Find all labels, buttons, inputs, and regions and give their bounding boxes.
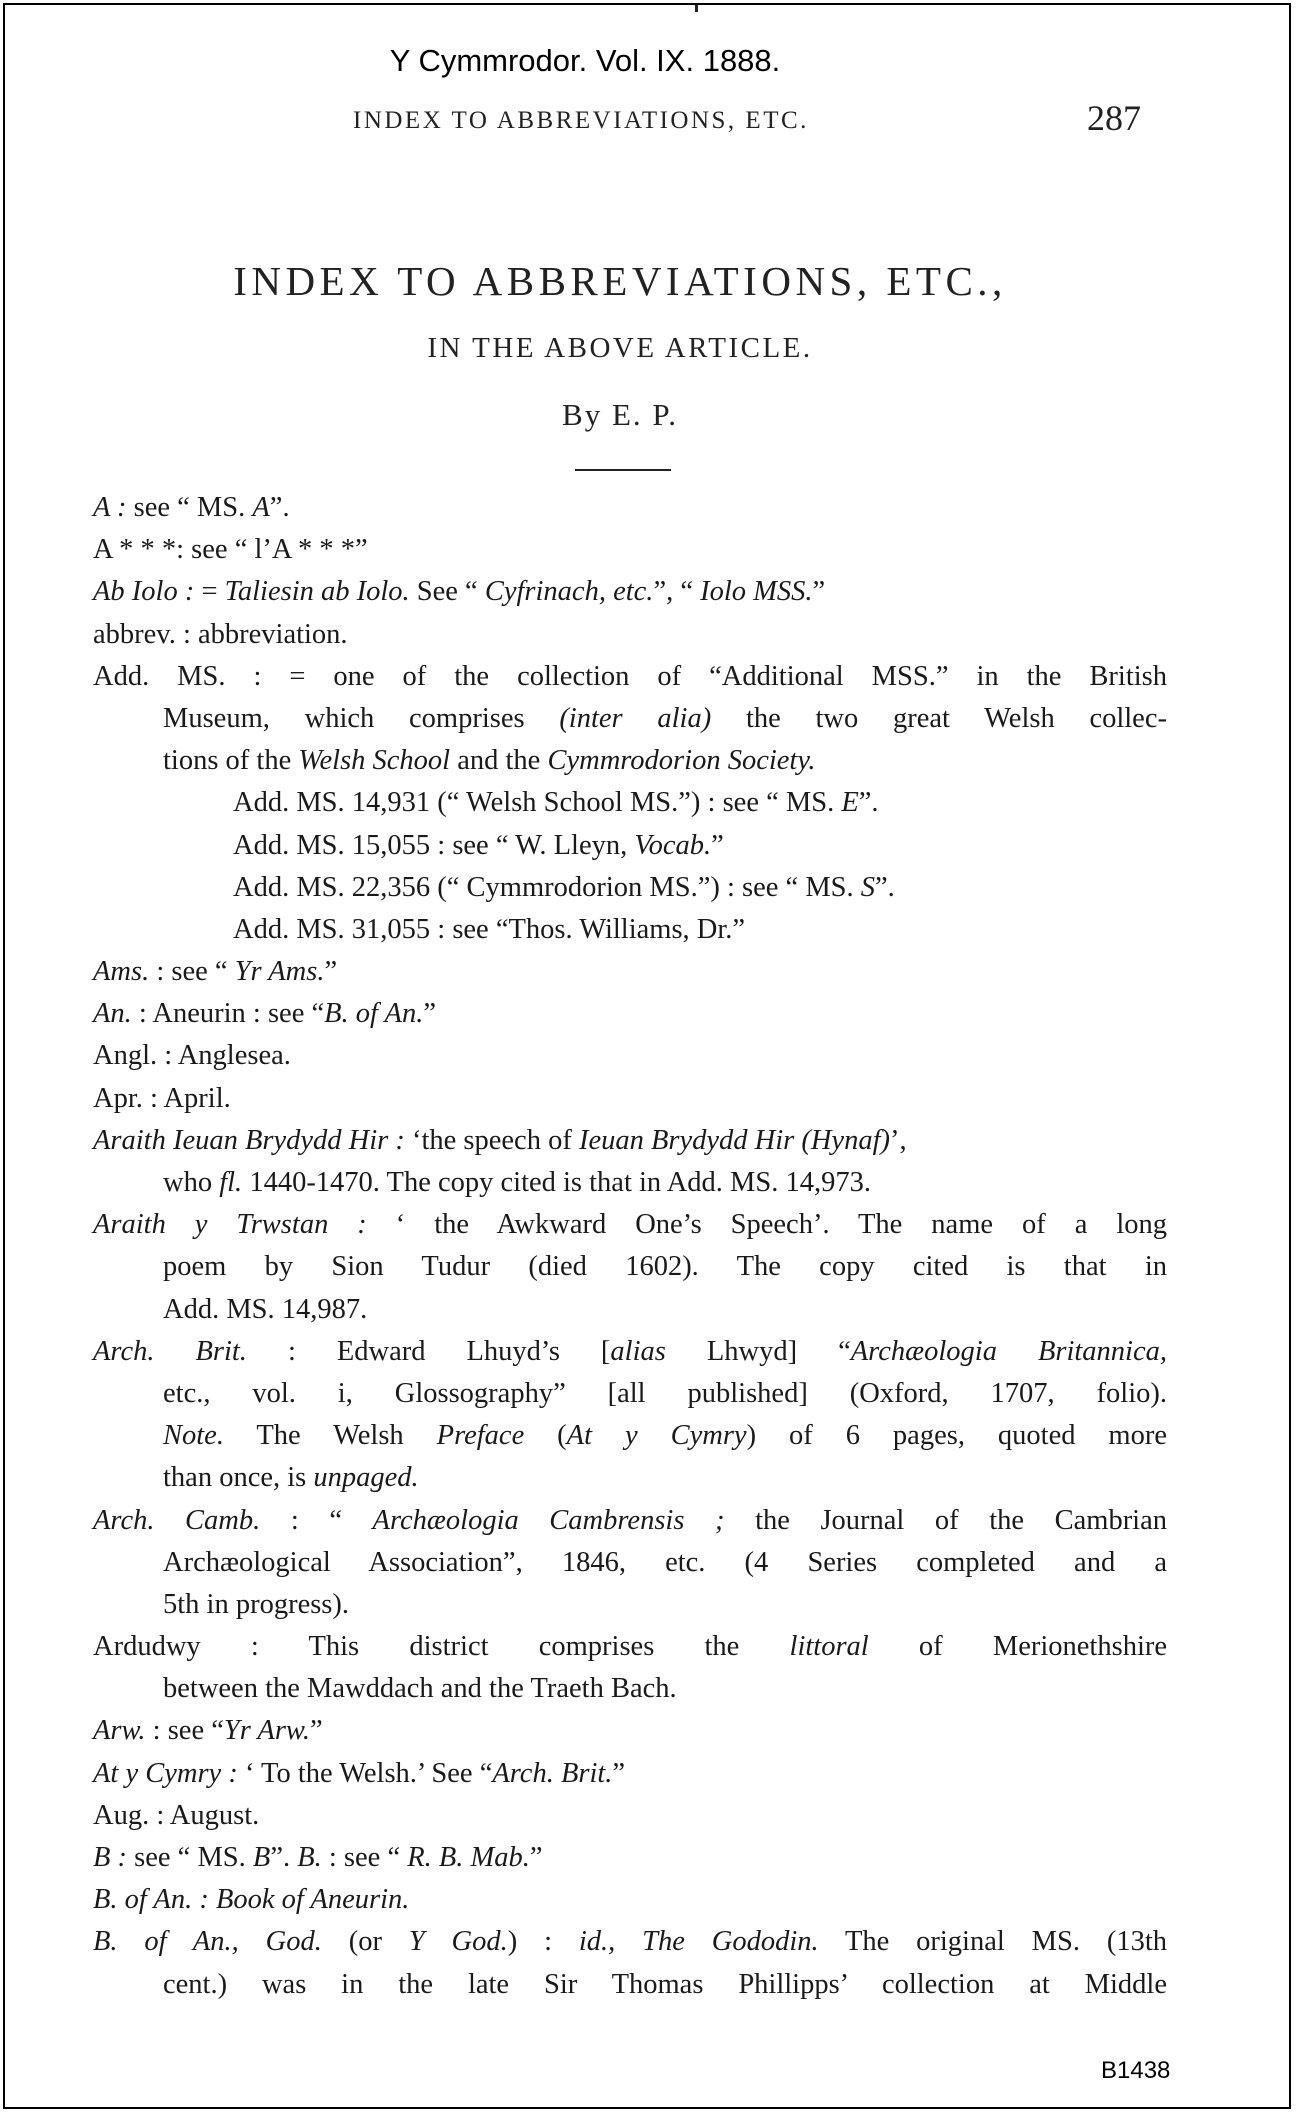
index-line: tions of the Welsh School and the Cymmrodorion Society. [163, 745, 816, 777]
index-line: between the Mawddach and the Traeth Bach. [163, 1673, 677, 1705]
index-line: etc., vol. i, Glossography” [all published] (Oxford, 1707, folio). [163, 1377, 1167, 1409]
index-line: B. of An. : Book of Aneurin. [93, 1884, 410, 1916]
index-line: Arw. : see “Yr Arw.” [93, 1715, 323, 1747]
top-note: Y Cymmrodor. Vol. IX. 1888. [389, 43, 781, 78]
article-subtitle: IN THE ABOVE ARTICLE. [427, 332, 813, 364]
index-line: A : see “ MS. A”. [93, 492, 290, 523]
index-line: B. of An., God. (or Y God.) : id., The Gododin. The original MS. (13th [93, 1926, 1167, 1958]
page-number: 287 [1087, 98, 1141, 138]
index-line: who fl. 1440-1470. The copy cited is that in Add. MS. 14,973. [163, 1167, 871, 1198]
document-page [3, 3, 1291, 2109]
index-line: Note. The Welsh Preface (At y Cymry) of 6 pages, quoted more [163, 1420, 1167, 1452]
divider-rule [575, 469, 671, 471]
index-line: Add. MS. 15,055 : see “ W. Lleyn, Vocab.” [233, 829, 724, 861]
index-line: An. : Aneurin : see “B. of An.” [93, 998, 437, 1030]
index-line: Museum, which comprises (inter alia) the two great Welsh collec- [163, 702, 1167, 734]
index-line: Araith Ieuan Brydydd Hir : ‘the speech of Ieuan Brydydd Hir (Hynaf)’, [93, 1124, 907, 1156]
article-title: INDEX TO ABBREVIATIONS, ETC., [233, 258, 1007, 304]
index-line: abbrev. : abbreviation. [93, 618, 348, 650]
index-line: Ardudwy : This district comprises the littoral of Merionethshire [93, 1631, 1167, 1663]
scan-mark [695, 5, 698, 12]
index-line: Add. MS. 22,356 (“ Cymmrodorion MS.”) : see “ MS. S”. [233, 871, 895, 903]
index-line: B : see “ MS. B”. B. : see “ R. B. Mab.” [93, 1842, 543, 1873]
index-line: Archæological Association”, 1846, etc. (4 Series completed and a [163, 1546, 1167, 1578]
index-line: Apr. : April. [93, 1082, 231, 1114]
byline: By E. P. [562, 397, 678, 432]
index-line: Araith y Trwstan : ‘ the Awkward One’s Speech’. The name of a long [93, 1209, 1168, 1241]
index-line: Arch. Camb. : “ Archæologia Cambrensis ; the Journal of the Cambrian [93, 1504, 1168, 1536]
index-line: poem by Sion Tudur (died 1602). The copy cited is that in [163, 1251, 1167, 1283]
index-line: 5th in progress). [163, 1588, 350, 1620]
index-line: Arch. Brit. : Edward Lhuyd’s [alias Lhwyd] “Archæologia Britannica, [93, 1335, 1167, 1367]
index-line: Add. MS. 14,987. [163, 1293, 368, 1325]
index-line: Add. MS. 31,055 : see “Thos. Williams, Dr.” [233, 913, 746, 945]
index-line: Aug. : August. [93, 1799, 260, 1831]
index-line: Add. MS. : = one of the collection of “Additional MSS.” in the British [93, 660, 1167, 692]
index-line: Angl. : Anglesea. [93, 1040, 291, 1072]
index-line: Ab Iolo : = Taliesin ab Iolo. See “ Cyfrinach, etc.”, “ Iolo MSS.” [93, 576, 826, 608]
index-line: At y Cymry : ‘ To the Welsh.’ See “Arch. Brit.” [93, 1757, 626, 1789]
index-line: Ams. : see “ Yr Ams.” [93, 956, 338, 988]
index-line: Add. MS. 14,931 (“ Welsh School MS.”) : see “ MS. E”. [233, 787, 879, 819]
running-head: INDEX TO ABBREVIATIONS, ETC. [353, 107, 809, 134]
index-line: A * * *: see “ l’A * * *” [93, 534, 368, 566]
catalog-code: B1438 [1101, 2057, 1171, 2084]
index-line: cent.) was in the late Sir Thomas Phillipps’ collection at Middle [163, 1968, 1167, 2000]
index-line: than once, is unpaged. [163, 1462, 419, 1494]
index-entries [93, 487, 1167, 2006]
